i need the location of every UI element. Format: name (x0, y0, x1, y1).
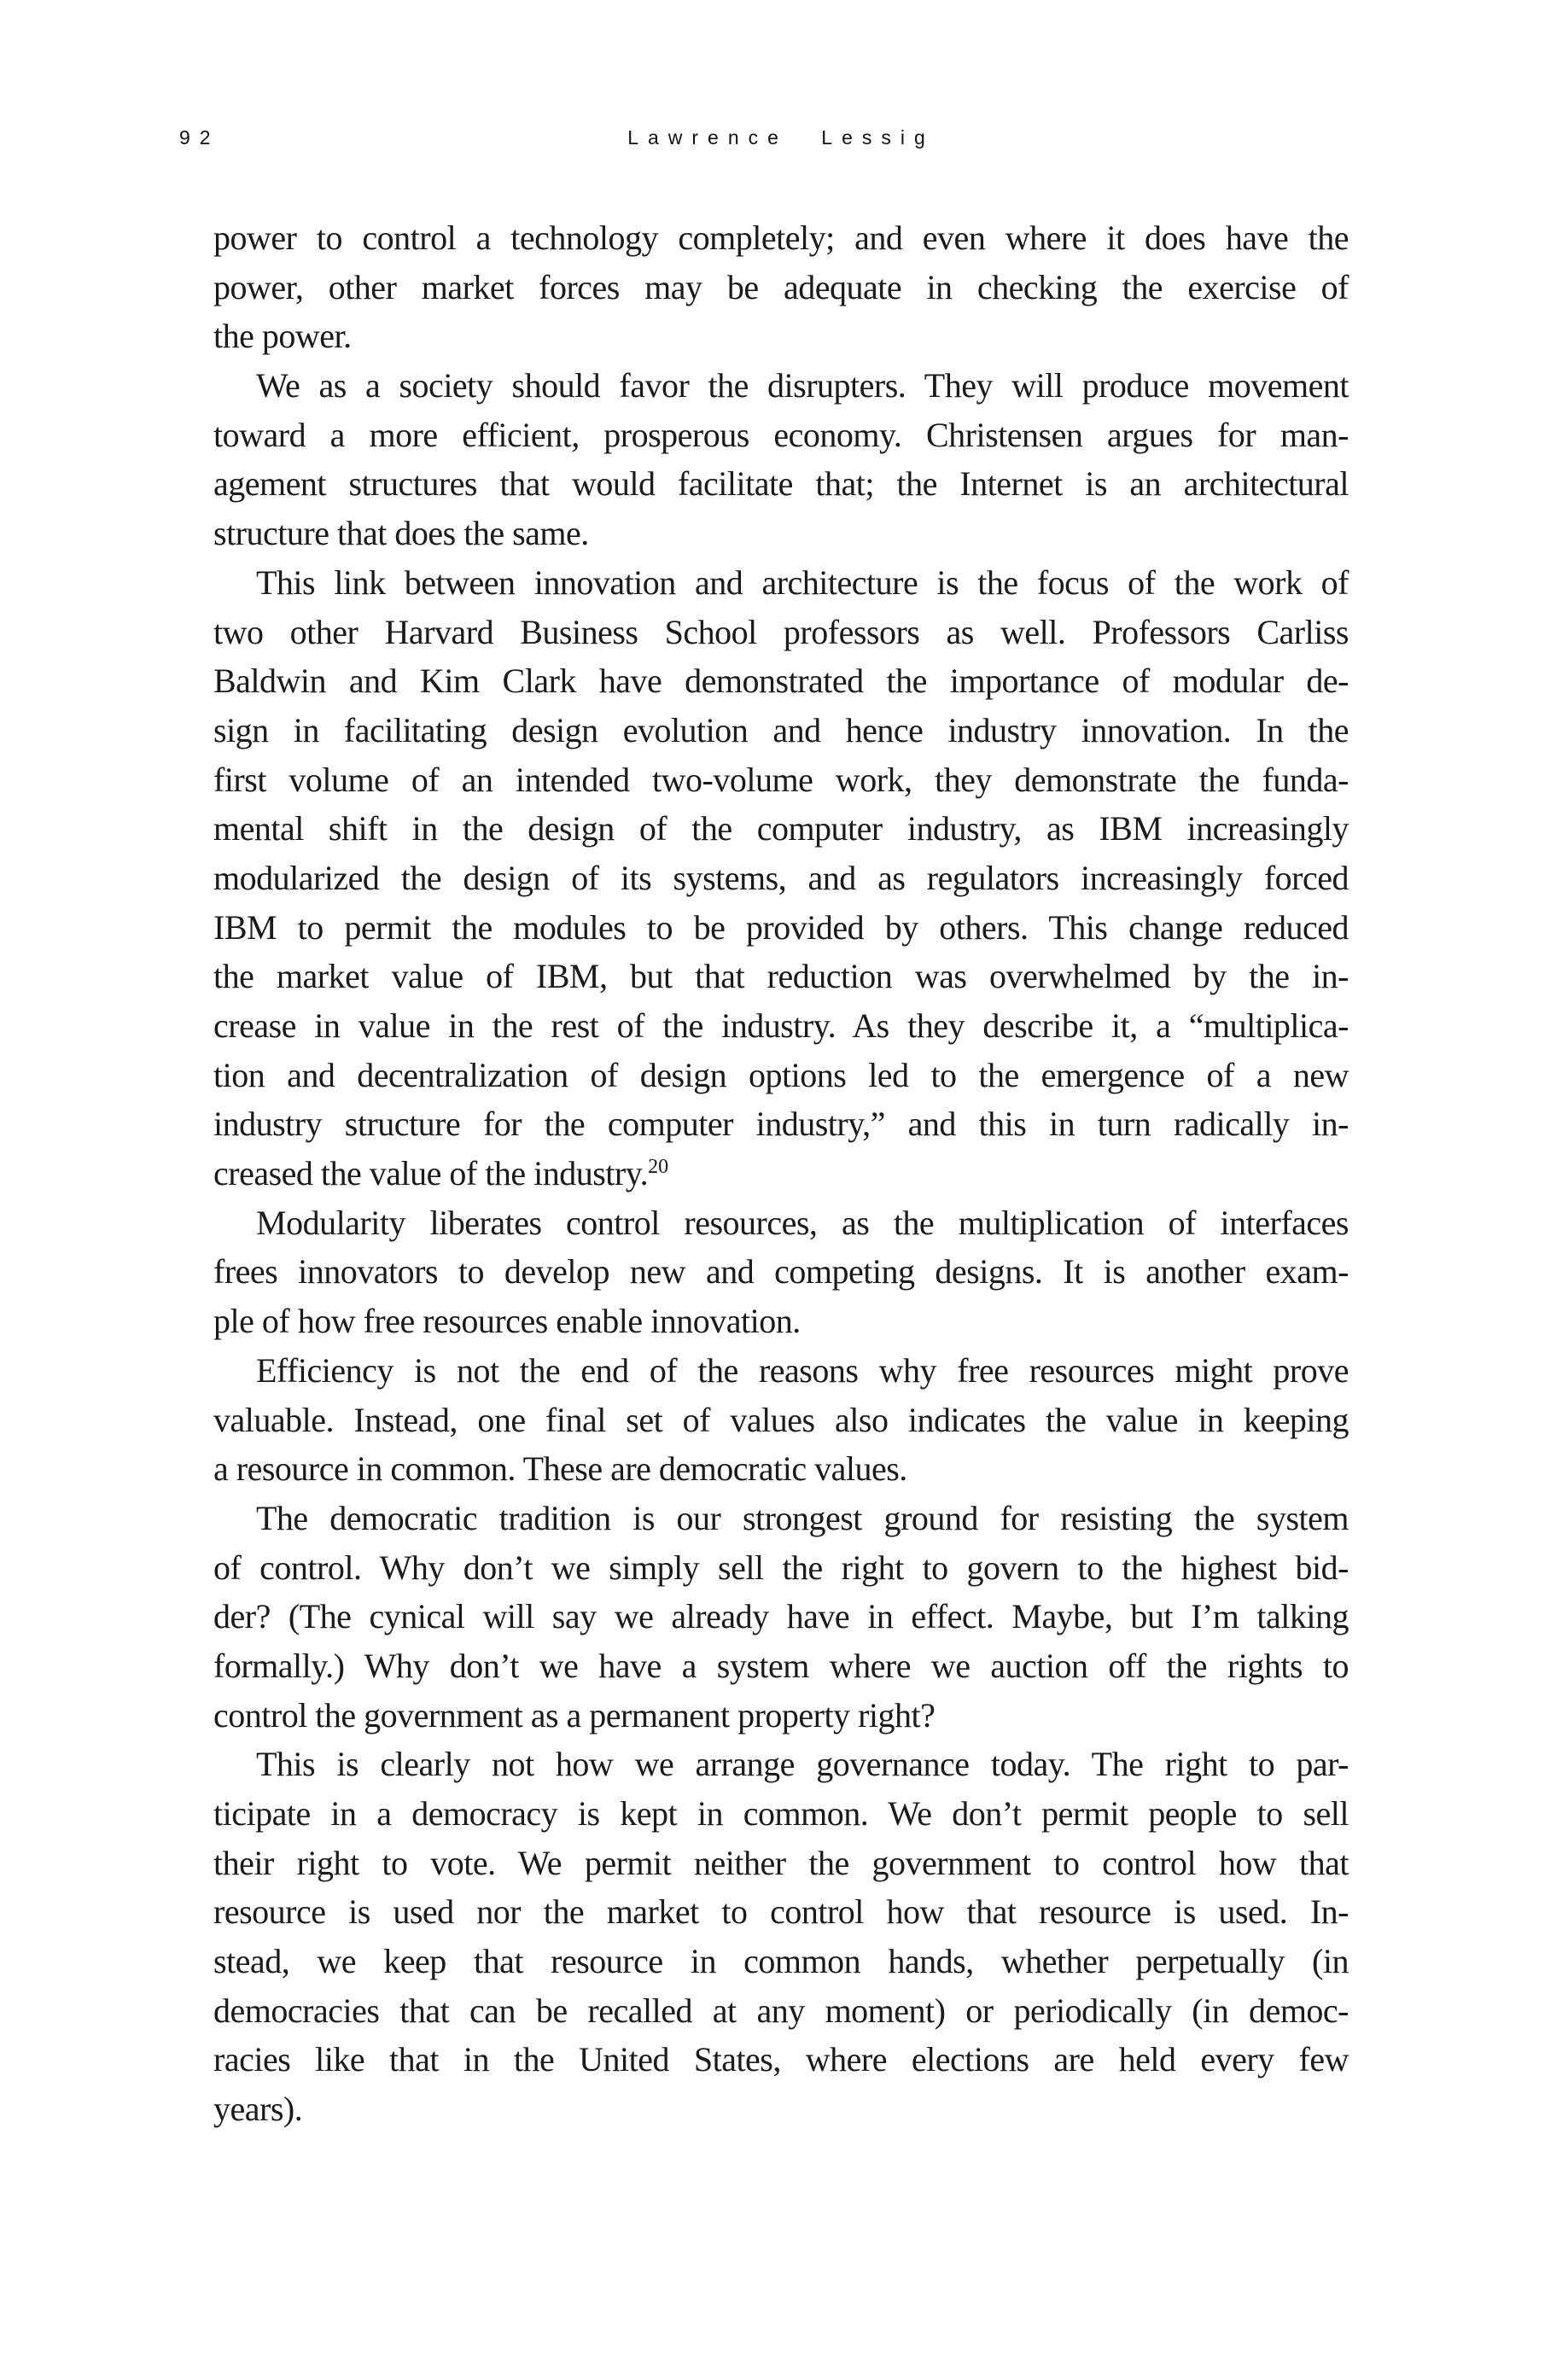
text-line: Baldwin and Kim Clark have demonstrated the importance of modular de- (213, 662, 1349, 701)
text-line: Modularity liberates control resources, as the multiplication of interfaces (256, 1203, 1349, 1242)
text-line: toward a more efficient, prosperous economy. Christensen argues for man- (213, 415, 1349, 454)
paragraph (213, 1346, 1349, 1494)
text-line: We as a society should favor the disrupters. They will produce movement (256, 366, 1349, 405)
text-line: control the government as a permanent property right? (213, 1695, 936, 1735)
text-line: sign in facilitating design evolution and hence industry innovation. In the (213, 710, 1349, 749)
text-line: years). (213, 2090, 303, 2129)
text-line: IBM to permit the modules to be provided by others. This change reduced (213, 907, 1349, 947)
text-line: frees innovators to develop new and competing designs. It is another exam- (213, 1252, 1349, 1291)
text-line: tion and decentralization of design options led to the emergence of a new (213, 1055, 1349, 1094)
running-title-wrap (213, 126, 1349, 149)
body-text (213, 213, 1349, 2134)
text-line: their right to vote. We permit neither the government to control how that (213, 1843, 1349, 1882)
paragraph (213, 213, 1349, 361)
text-line: creased the value of the industry.$^{20}$ (213, 1154, 669, 1193)
text-line: modularized the design of its systems, and as regulators increasingly forced (213, 858, 1349, 897)
page-header (0, 126, 1568, 160)
text-line: power to control a technology completely; and even where it does have the (213, 219, 1349, 257)
text-line: formally.) Why don’t we have a system where we auction off the rights to (213, 1646, 1349, 1685)
text-line: This is clearly not how we arrange governance today. The right to par- (256, 1745, 1349, 1784)
running-title: Lawrence Lessig (627, 126, 935, 149)
text-line: valuable. Instead, one final set of values also indicates the value in keeping (213, 1400, 1349, 1439)
text-line: racies like that in the United States, where elections are held every few (213, 2040, 1349, 2079)
text-line: ple of how free resources enable innovation. (213, 1302, 801, 1341)
text-line: structure that does the same. (213, 514, 589, 553)
paragraph (213, 1198, 1349, 1346)
footnote-reference: 20 (648, 1156, 669, 1179)
text-line: first volume of an intended two-volume work, they demonstrate the funda- (213, 760, 1349, 799)
paragraph (213, 1494, 1349, 1740)
paragraph (213, 1740, 1349, 2134)
text-line: power, other market forces may be adequate in checking the exercise of (213, 267, 1349, 306)
text-line: Efficiency is not the end of the reasons why free resources might prove (256, 1350, 1349, 1390)
text-line: resource is used nor the market to control how that resource is used. In- (213, 1892, 1349, 1932)
text-line: agement structures that would facilitate that; the Internet is an architectural (213, 464, 1349, 504)
text-line: crease in value in the rest of the industry. As they describe it, a “multiplica- (213, 1006, 1349, 1045)
text-line: stead, we keep that resource in common hands, whether perpetually (in (213, 1942, 1349, 1981)
page-number: 92 (179, 126, 220, 149)
paragraph (213, 361, 1349, 558)
text-line: the market value of IBM, but that reduction was overwhelmed by the in- (213, 957, 1349, 996)
text-line: of control. Why don’t we simply sell the right to govern to the highest bid- (213, 1548, 1349, 1587)
text-line: democracies that can be recalled at any moment) or periodically (in democ- (213, 1991, 1349, 2030)
text-line: This link between innovation and architecture is the focus of the work of (256, 563, 1349, 602)
paragraph (213, 558, 1349, 1198)
text-line: ticipate in a democracy is kept in common. We don’t permit people to sell (213, 1794, 1349, 1833)
text-line: mental shift in the design of the computer industry, as IBM increasingly (213, 809, 1349, 848)
text-line: industry structure for the computer industry,” and this in turn radically in- (213, 1105, 1349, 1144)
text-line: The democratic tradition is our strongest ground for resisting the system (256, 1498, 1349, 1537)
text-line: a resource in common. These are democratic values. (213, 1449, 907, 1489)
text-line: the power. (213, 317, 352, 356)
text-line: two other Harvard Business School professors as well. Professors Carliss (213, 612, 1349, 651)
text-line: der? (The cynical will say we already have in effect. Maybe, but I’m talking (213, 1597, 1349, 1636)
